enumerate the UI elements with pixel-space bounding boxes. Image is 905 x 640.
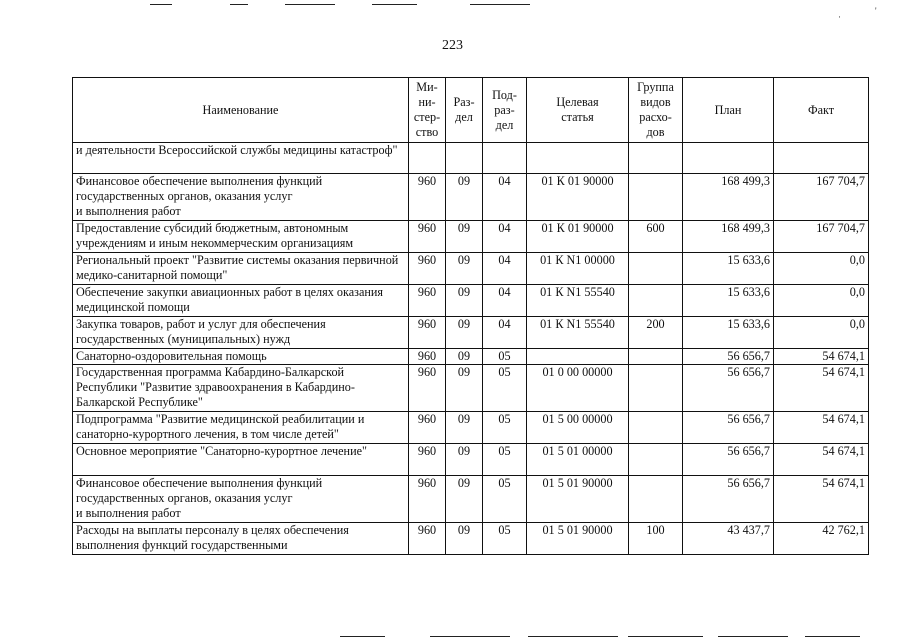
page-number: 223 <box>442 38 463 53</box>
cell-ministry: 960 <box>409 253 446 285</box>
top-scan-line-2 <box>230 4 248 5</box>
cell-target: 01 5 00 00000 <box>527 412 629 444</box>
table-row <box>73 365 869 412</box>
cell-plan: 56 656,7 <box>683 412 774 444</box>
cell-fact: 0,0 <box>774 253 869 285</box>
cell-target <box>527 349 629 365</box>
cell-ministry: 960 <box>409 285 446 317</box>
cell-expense-group <box>629 253 683 285</box>
cell-section: 09 <box>446 253 483 285</box>
cell-section: 09 <box>446 174 483 221</box>
col-header-section: Раз- дел <box>446 78 483 143</box>
cell-target: 01 5 01 00000 <box>527 444 629 476</box>
cell-section: 09 <box>446 349 483 365</box>
cell-expense-group <box>629 412 683 444</box>
cell-target: 01 К N1 00000 <box>527 253 629 285</box>
top-scan-line-5 <box>470 4 530 5</box>
budget-table <box>72 77 869 555</box>
cell-name: Закупка товаров, работ и услуг для обеспечения государственных (муниципальных) нужд <box>73 317 409 349</box>
cell-subsection: 05 <box>483 523 527 555</box>
table-row <box>73 174 869 221</box>
header-row <box>73 78 869 143</box>
cell-ministry: 960 <box>409 349 446 365</box>
cell-expense-group <box>629 349 683 365</box>
cell-ministry: 960 <box>409 174 446 221</box>
cell-fact: 167 704,7 <box>774 174 869 221</box>
cell-section: 09 <box>446 221 483 253</box>
table-row <box>73 523 869 555</box>
cell-plan: 168 499,3 <box>683 221 774 253</box>
cell-plan: 56 656,7 <box>683 444 774 476</box>
cell-fact: 42 762,1 <box>774 523 869 555</box>
cell-subsection: 05 <box>483 365 527 412</box>
cell-ministry: 960 <box>409 444 446 476</box>
cell-target: 01 К 01 90000 <box>527 174 629 221</box>
cell-subsection: 04 <box>483 253 527 285</box>
table-row <box>73 317 869 349</box>
cell-fact: 54 674,1 <box>774 349 869 365</box>
cell-expense-group <box>629 444 683 476</box>
table-row <box>73 444 869 476</box>
cell-section: 09 <box>446 412 483 444</box>
table-row <box>73 349 869 365</box>
cell-subsection: 05 <box>483 412 527 444</box>
cell-expense-group: 600 <box>629 221 683 253</box>
cell-expense-group <box>629 285 683 317</box>
cell-subsection: 04 <box>483 285 527 317</box>
cell-ministry: 960 <box>409 221 446 253</box>
cell-plan: 43 437,7 <box>683 523 774 555</box>
cell-ministry: 960 <box>409 317 446 349</box>
cell-expense-group <box>629 143 683 174</box>
cell-section: 09 <box>446 523 483 555</box>
cell-plan: 56 656,7 <box>683 349 774 365</box>
table-row <box>73 221 869 253</box>
cell-section <box>446 143 483 174</box>
cell-name: Обеспечение закупки авиационных работ в целях оказания медицинской помощи <box>73 285 409 317</box>
cell-plan: 168 499,3 <box>683 174 774 221</box>
bottom-scan-line-2 <box>430 636 510 637</box>
cell-fact <box>774 143 869 174</box>
cell-expense-group <box>629 365 683 412</box>
cell-expense-group: 100 <box>629 523 683 555</box>
cell-plan: 56 656,7 <box>683 365 774 412</box>
cell-ministry <box>409 143 446 174</box>
cell-name: Финансовое обеспечение выполнения функций государственных органов, оказания услуг и выполнения работ <box>73 174 409 221</box>
col-header-expense-group: Группа видов расхо- дов <box>629 78 683 143</box>
cell-section: 09 <box>446 365 483 412</box>
cell-subsection: 05 <box>483 444 527 476</box>
cell-plan: 15 633,6 <box>683 253 774 285</box>
cell-fact: 0,0 <box>774 285 869 317</box>
table-row <box>73 412 869 444</box>
cell-fact: 0,0 <box>774 317 869 349</box>
bottom-scan-line-3 <box>528 636 618 637</box>
cell-fact: 54 674,1 <box>774 412 869 444</box>
cell-name: и деятельности Всероссийской службы медицины катастроф" <box>73 143 409 174</box>
table-row <box>73 476 869 523</box>
cell-fact: 54 674,1 <box>774 444 869 476</box>
col-header-name: Наименование <box>73 78 409 143</box>
cell-name: Основное мероприятие "Санаторно-курортное лечение" <box>73 444 409 476</box>
top-scan-line-3 <box>285 4 335 5</box>
cell-expense-group: 200 <box>629 317 683 349</box>
cell-plan: 15 633,6 <box>683 285 774 317</box>
cell-plan <box>683 143 774 174</box>
table-row <box>73 253 869 285</box>
table-row <box>73 285 869 317</box>
col-header-plan: План <box>683 78 774 143</box>
cell-target <box>527 143 629 174</box>
bottom-scan-line-4 <box>628 636 703 637</box>
cell-fact: 54 674,1 <box>774 476 869 523</box>
table-row <box>73 143 869 174</box>
cell-target: 01 0 00 00000 <box>527 365 629 412</box>
cell-ministry: 960 <box>409 523 446 555</box>
cell-name: Региональный проект "Развитие системы оказания первичной медико-санитарной помощи" <box>73 253 409 285</box>
cell-expense-group <box>629 476 683 523</box>
col-header-target: Целевая статья <box>527 78 629 143</box>
cell-target: 01 К N1 55540 <box>527 285 629 317</box>
cell-name: Государственная программа Кабардино-Балкарской Республики "Развитие здравоохранения в Кабардино-Балкарской Республике" <box>73 365 409 412</box>
cell-subsection: 05 <box>483 476 527 523</box>
cell-subsection <box>483 143 527 174</box>
cell-section: 09 <box>446 444 483 476</box>
scan-mark: ' <box>875 6 877 16</box>
top-scan-line-1 <box>150 4 172 5</box>
cell-name: Санаторно-оздоровительная помощь <box>73 349 409 365</box>
col-header-subsection: Под- раз- дел <box>483 78 527 143</box>
cell-plan: 56 656,7 <box>683 476 774 523</box>
cell-name: Финансовое обеспечение выполнения функций государственных органов, оказания услуг и выполнения работ <box>73 476 409 523</box>
cell-subsection: 04 <box>483 317 527 349</box>
cell-plan: 15 633,6 <box>683 317 774 349</box>
cell-subsection: 04 <box>483 221 527 253</box>
cell-target: 01 К 01 90000 <box>527 221 629 253</box>
cell-subsection: 05 <box>483 349 527 365</box>
cell-expense-group <box>629 174 683 221</box>
cell-target: 01 К N1 55540 <box>527 317 629 349</box>
cell-name: Предоставление субсидий бюджетным, автономным учреждениям и иным некоммерческим организациям <box>73 221 409 253</box>
col-header-fact: Факт <box>774 78 869 143</box>
bottom-scan-line-1 <box>340 636 385 637</box>
cell-name: Подпрограмма "Развитие медицинской реабилитации и санаторно-курортного лечения, в том числе детей" <box>73 412 409 444</box>
col-header-ministry: Ми- ни- стер- ство <box>409 78 446 143</box>
cell-subsection: 04 <box>483 174 527 221</box>
cell-target: 01 5 01 90000 <box>527 523 629 555</box>
scan-mark: · <box>838 12 841 22</box>
cell-section: 09 <box>446 317 483 349</box>
cell-name: Расходы на выплаты персоналу в целях обеспечения выполнения функций государственными <box>73 523 409 555</box>
cell-section: 09 <box>446 285 483 317</box>
top-scan-line-4 <box>372 4 417 5</box>
cell-ministry: 960 <box>409 365 446 412</box>
cell-ministry: 960 <box>409 412 446 444</box>
bottom-scan-line-5 <box>718 636 788 637</box>
cell-target: 01 5 01 90000 <box>527 476 629 523</box>
bottom-scan-line-6 <box>805 636 860 637</box>
cell-ministry: 960 <box>409 476 446 523</box>
cell-section: 09 <box>446 476 483 523</box>
cell-fact: 167 704,7 <box>774 221 869 253</box>
cell-fact: 54 674,1 <box>774 365 869 412</box>
